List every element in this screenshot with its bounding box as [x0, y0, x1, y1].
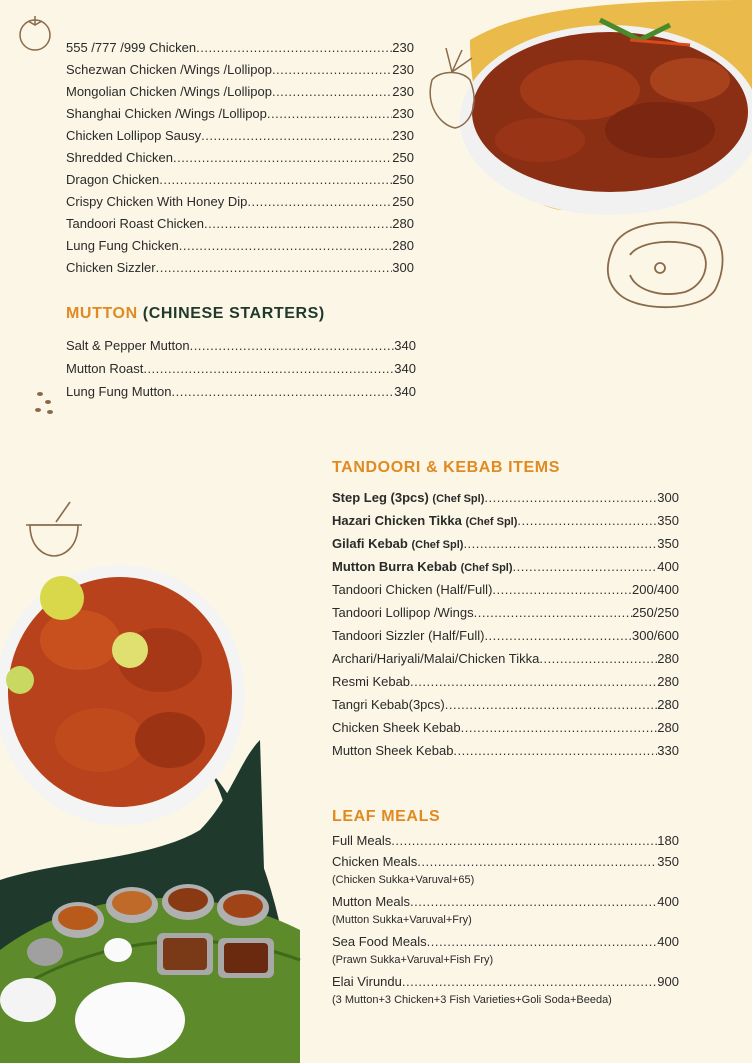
menu-item-note: (Prawn Sukka+Varuval+Fish Fry) [332, 954, 494, 966]
menu-item-name [66, 81, 272, 103]
dot-leader [445, 693, 658, 716]
menu-item-name [66, 103, 267, 125]
menu-item-row [66, 257, 414, 279]
dot-leader [402, 971, 657, 992]
dot-leader [492, 578, 632, 601]
menu-item-price: 250/250 [632, 605, 679, 620]
menu-item-price: 250 [392, 194, 414, 209]
menu-item-name [332, 670, 410, 693]
menu-item-price: 230 [392, 128, 414, 143]
menu-item-name [66, 169, 159, 191]
chicken-items-list [66, 37, 414, 279]
menu-item-row [332, 601, 679, 624]
menu-item-price: 350 [657, 536, 679, 551]
menu-item-row [332, 486, 679, 509]
menu-item-note: (3 Mutton+3 Chicken+3 Fish Varieties+Goli Soda+Beeda) [332, 994, 612, 1006]
menu-item-row [66, 334, 416, 357]
dot-leader [159, 169, 392, 191]
menu-item-row [332, 624, 679, 647]
menu-item-price: 300/600 [632, 628, 679, 643]
menu-item-name-text: Salt & Pepper Mutton [66, 338, 190, 353]
mutton-items-list [66, 334, 416, 403]
menu-item-price: 400 [657, 934, 679, 949]
menu-item-row [332, 647, 679, 670]
menu-item-row [66, 103, 414, 125]
menu-item-name-text: Tandoori Sizzler (Half/Full) [332, 628, 485, 643]
menu-item-name-text: Tandoori Chicken (Half/Full) [332, 582, 493, 597]
dot-leader [484, 624, 632, 647]
menu-item-price: 280 [392, 238, 414, 253]
menu-item-name-text: Shredded Chicken [66, 150, 173, 165]
menu-item-row [66, 213, 414, 235]
menu-item-name-text: Mutton Roast [66, 361, 144, 376]
menu-item-price: 330 [657, 743, 679, 758]
menu-item-row [66, 191, 414, 213]
dot-leader [474, 601, 632, 624]
menu-item-name [66, 257, 156, 279]
menu-item-row [66, 147, 414, 169]
leaf-meals-heading: LEAF MEALS [332, 808, 441, 825]
menu-item-name [332, 647, 539, 670]
mortar-pestle-icon [26, 502, 82, 556]
menu-item-name-text: Lung Fung Mutton [66, 384, 172, 399]
menu-item-name-text: Lung Fung Chicken [66, 238, 179, 253]
menu-item-row [66, 37, 414, 59]
menu-item-row [66, 125, 414, 147]
dot-leader [410, 891, 657, 912]
menu-item-price: 900 [657, 974, 679, 989]
menu-item-price: 280 [657, 674, 679, 689]
menu-item-note: (Mutton Sukka+Varuval+Fry) [332, 914, 472, 926]
menu-item-name-text: Tandoori Roast Chicken [66, 216, 205, 231]
dot-leader [201, 125, 392, 147]
dot-leader [172, 380, 395, 403]
menu-item-name [332, 624, 484, 647]
menu-item-row [66, 59, 414, 81]
menu-item-row [332, 555, 679, 578]
meat-steak-icon [608, 222, 723, 307]
dot-leader [417, 851, 657, 872]
menu-item-name [332, 830, 391, 851]
menu-item-name-text: Sea Food Meals [332, 934, 427, 949]
menu-item-price: 280 [657, 697, 679, 712]
dot-leader [461, 716, 658, 739]
menu-item-name-text: Dragon Chicken [66, 172, 160, 187]
dot-leader [190, 334, 395, 357]
menu-item-row [332, 716, 679, 739]
menu-item-name-text: Elai Virundu [332, 974, 402, 989]
dot-leader [267, 103, 392, 125]
menu-item-row [66, 380, 416, 403]
menu-item-row [332, 891, 679, 912]
chef-special-tag: (Chef Spl) [432, 493, 485, 505]
menu-item-price: 280 [657, 651, 679, 666]
seeds-icon [35, 392, 53, 414]
menu-item-price: 350 [657, 854, 679, 869]
dot-leader [272, 81, 392, 103]
menu-item-name-text: Gilafi Kebab [332, 536, 408, 551]
menu-item-row [332, 739, 679, 762]
menu-item-name-text: Mutton Sheek Kebab [332, 743, 454, 758]
menu-item-name [66, 125, 201, 147]
dot-leader [463, 532, 657, 555]
menu-item-name [66, 59, 272, 81]
menu-item-name [66, 191, 247, 213]
dot-leader [410, 670, 657, 693]
chef-special-tag: (Chef Spl) [465, 516, 518, 528]
menu-item-row [332, 830, 679, 851]
mutton-heading [66, 305, 325, 323]
menu-item-row [332, 532, 679, 555]
menu-item-price: 250 [392, 150, 414, 165]
menu-item-row [332, 670, 679, 693]
menu-item-row [332, 509, 679, 532]
menu-item-name [332, 555, 513, 580]
dot-leader [156, 257, 393, 279]
dot-leader [272, 59, 392, 81]
dot-leader [179, 235, 393, 257]
menu-item-name-text: Step Leg (3pcs) [332, 490, 429, 505]
menu-item-row [66, 235, 414, 257]
menu-item-name-text: Resmi Kebab [332, 674, 411, 689]
menu-item-name-text: Shanghai Chicken /Wings /Lollipop [66, 106, 267, 121]
menu-item-name [332, 739, 453, 762]
mutton-heading-rest: (CHINESE STARTERS) [142, 305, 325, 322]
menu-item-row [66, 81, 414, 103]
menu-item-name-text: Chicken Sizzler [66, 260, 156, 275]
menu-item-name [332, 693, 445, 716]
menu-item-name [66, 213, 204, 235]
menu-item-name-text: Crispy Chicken With Honey Dip [66, 194, 248, 209]
menu-item-price: 340 [394, 384, 416, 399]
tandoori-chicken-plate-image [0, 565, 245, 825]
menu-item-row [66, 357, 416, 380]
menu-item-price: 230 [392, 84, 414, 99]
menu-item-name-text: Archari/Hariyali/Malai/Chicken Tikka [332, 651, 540, 666]
menu-item-name-text: Schezwan Chicken /Wings /Lollipop [66, 62, 272, 77]
menu-item-price: 230 [392, 106, 414, 121]
menu-item-row [66, 169, 414, 191]
menu-item-note: (Chicken Sukka+Varuval+65) [332, 874, 475, 886]
menu-item-name [66, 380, 172, 403]
menu-item-name-text: Full Meals [332, 833, 392, 848]
menu-item-row [332, 693, 679, 716]
menu-item-name [332, 509, 517, 534]
chef-special-tag: (Chef Spl) [411, 539, 464, 551]
menu-item-name-text: Chicken Sheek Kebab [332, 720, 461, 735]
chef-special-tag: (Chef Spl) [460, 562, 513, 574]
menu-item-name-text: 555 /777 /999 Chicken [66, 40, 197, 55]
dot-leader [539, 647, 657, 670]
menu-item-name [332, 532, 463, 557]
menu-item-price: 300 [392, 260, 414, 275]
menu-item-name [332, 931, 427, 952]
menu-item-name [332, 578, 492, 601]
dot-leader [196, 37, 392, 59]
menu-item-name [332, 486, 484, 511]
menu-item-price: 200/400 [632, 582, 679, 597]
dot-leader [143, 357, 394, 380]
menu-item-price: 340 [394, 361, 416, 376]
dot-leader [391, 830, 657, 851]
dot-leader [204, 213, 392, 235]
menu-item-price: 280 [657, 720, 679, 735]
dot-leader [427, 931, 658, 952]
dot-leader [453, 739, 657, 762]
menu-item-price: 400 [657, 559, 679, 574]
leaf-meals-list [332, 830, 679, 1011]
menu-item-row [332, 578, 679, 601]
menu-item-price: 230 [392, 40, 414, 55]
menu-item-name-text: Mutton Burra Kebab [332, 559, 457, 574]
menu-item-price: 400 [657, 894, 679, 909]
menu-item-name [66, 147, 173, 169]
dot-leader [517, 509, 657, 532]
menu-item-name-text: Mutton Meals [332, 894, 411, 909]
menu-item-price: 350 [657, 513, 679, 528]
menu-item-name [66, 37, 196, 59]
menu-item-name [332, 716, 461, 739]
menu-item-name-text: Chicken Lollipop Sausy [66, 128, 202, 143]
menu-item-price: 300 [657, 490, 679, 505]
menu-item-row [332, 971, 679, 992]
dot-leader [173, 147, 392, 169]
menu-item-name-text: Chicken Meals [332, 854, 418, 869]
menu-item-name [332, 851, 417, 872]
mutton-heading-accent: MUTTON [66, 305, 138, 322]
menu-item-name [332, 891, 410, 912]
tandoori-items-list [332, 486, 679, 762]
tandoori-heading: TANDOORI & KEBAB ITEMS [332, 459, 561, 476]
menu-item-row [332, 931, 679, 952]
menu-item-name [332, 971, 402, 992]
menu-item-name-text: Hazari Chicken Tikka [332, 513, 462, 528]
menu-item-price: 250 [392, 172, 414, 187]
menu-item-price: 230 [392, 62, 414, 77]
menu-item-name [66, 357, 143, 380]
menu-item-price: 280 [392, 216, 414, 231]
menu-item-name-text: Mongolian Chicken /Wings /Lollipop [66, 84, 272, 99]
menu-item-price: 340 [394, 338, 416, 353]
menu-item-row [332, 851, 679, 872]
menu-item-name-text: Tandoori Lollipop /Wings [332, 605, 474, 620]
dot-leader [247, 191, 392, 213]
dot-leader [484, 486, 657, 509]
menu-item-name [66, 235, 179, 257]
menu-item-name-text: Tangri Kebab(3pcs) [332, 697, 445, 712]
tomato-icon [20, 16, 50, 50]
menu-item-name [332, 601, 474, 624]
menu-item-price: 180 [657, 833, 679, 848]
menu-item-name [66, 334, 190, 357]
dot-leader [513, 555, 658, 578]
